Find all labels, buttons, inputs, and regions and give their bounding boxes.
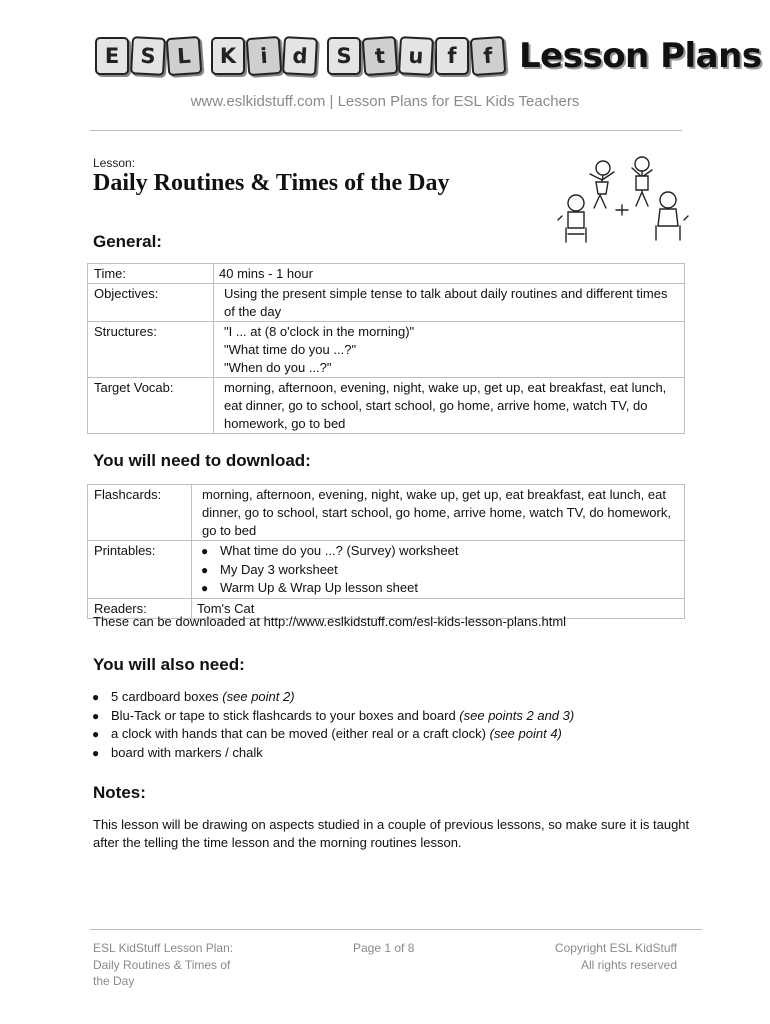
download-heading: You will need to download:	[93, 451, 311, 470]
list-item: ● a clock with hands that can be moved (either real or a craft clock) (see point 4)	[88, 725, 698, 744]
table-row	[88, 284, 685, 322]
logo-tile: L	[166, 36, 203, 76]
bullet-icon: ●	[92, 708, 100, 723]
logo-tile: S	[130, 36, 166, 76]
vocab-value: morning, afternoon, evening, night, wake up, get up, eat breakfast, eat lunch, eat dinner, go to school, start school, go home, arrive home, watch TV, do homework, go to bed	[214, 378, 685, 434]
logo-title: Lesson Plans	[519, 36, 762, 76]
bullet-icon: ●	[201, 562, 209, 577]
logo-tile: d	[282, 36, 318, 76]
bullet-icon: ●	[92, 727, 100, 741]
header-divider	[90, 130, 682, 131]
download-note: These can be downloaded at http://www.eslkidstuff.com/esl-kids-lesson-plans.html	[93, 614, 567, 629]
table-row	[88, 541, 685, 599]
bullet-icon: ●	[92, 690, 100, 704]
list-item: ● 5 cardboard boxes (see point 2)	[88, 688, 698, 707]
list-item: ● My Day 3 worksheet	[197, 561, 679, 580]
vocab-label: Target Vocab:	[88, 378, 214, 434]
printables-value	[192, 541, 685, 599]
logo-tile: u	[398, 36, 434, 76]
objectives-label: Objectives:	[88, 284, 214, 322]
general-heading: General:	[93, 232, 162, 251]
structure-line: "What time do you ...?"	[224, 342, 357, 357]
structures-value	[214, 322, 685, 378]
also-need-heading: You will also need:	[93, 655, 245, 674]
logo-tile: E	[95, 37, 129, 75]
logo-tile: i	[246, 36, 283, 76]
structure-line: "I ... at (8 o'clock in the morning)"	[224, 324, 415, 339]
time-value: 40 mins - 1 hour	[214, 264, 685, 284]
lesson-label: Lesson:	[93, 156, 136, 170]
flashcards-label: Flashcards:	[88, 485, 192, 541]
bullet-icon: ●	[201, 581, 209, 595]
structures-label: Structures:	[88, 322, 214, 378]
readers-label: Readers:	[88, 598, 192, 618]
table-row	[88, 264, 685, 284]
flashcards-value: morning, afternoon, evening, night, wake up, get up, eat breakfast, eat lunch, eat dinner, go to school, start school, go home, arrive home, watch TV, do homework, go to bed	[192, 485, 685, 541]
table-row	[88, 378, 685, 434]
structure-line: "When do you ...?"	[224, 360, 332, 375]
printables-label: Printables:	[88, 541, 192, 599]
also-need-list	[88, 688, 698, 762]
logo-tile: f	[470, 36, 507, 76]
notes-text: This lesson will be drawing on aspects studied in a couple of previous lessons, so make sure it is taught after the telling the time lesson and the morning routines lesson.	[93, 817, 690, 850]
footer-right: Copyright ESL KidStuff All rights reserved	[554, 941, 677, 972]
table-row	[88, 322, 685, 378]
objectives-value: Using the present simple tense to talk about daily routines and different times of the day	[214, 284, 685, 322]
footer-left: ESL KidStuff Lesson Plan: Daily Routines & Times of the Day	[93, 941, 234, 988]
list-item: ● What time do you ...? (Survey) worksheet	[197, 542, 679, 561]
site-subheader: www.eslkidstuff.com | Lesson Plans for ESL Kids Teachers	[190, 93, 580, 110]
logo-tile: t	[362, 36, 399, 76]
readers-value: Tom's Cat	[192, 598, 685, 618]
table-row	[88, 485, 685, 541]
bullet-icon: ●	[92, 745, 100, 760]
logo	[95, 30, 762, 82]
download-table	[87, 484, 685, 619]
lesson-title: Daily Routines & Times of the Day	[93, 170, 450, 196]
list-item: ● Blu-Tack or tape to stick flashcards to your boxes and board (see points 2 and 3)	[88, 707, 698, 726]
time-label: Time:	[88, 264, 214, 284]
footer-divider	[90, 929, 702, 930]
bullet-icon: ●	[201, 544, 209, 558]
notes-heading: Notes:	[93, 783, 146, 802]
logo-tile: S	[327, 37, 361, 75]
logo-tile: f	[435, 37, 469, 75]
logo-tile: K	[211, 37, 245, 75]
general-table	[87, 263, 685, 434]
page-number: Page 1 of 8	[353, 941, 415, 955]
list-item: ● board with markers / chalk	[88, 744, 698, 763]
list-item: ● Warm Up & Wrap Up lesson sheet	[197, 579, 679, 598]
kids-drawing-icon	[556, 150, 691, 245]
